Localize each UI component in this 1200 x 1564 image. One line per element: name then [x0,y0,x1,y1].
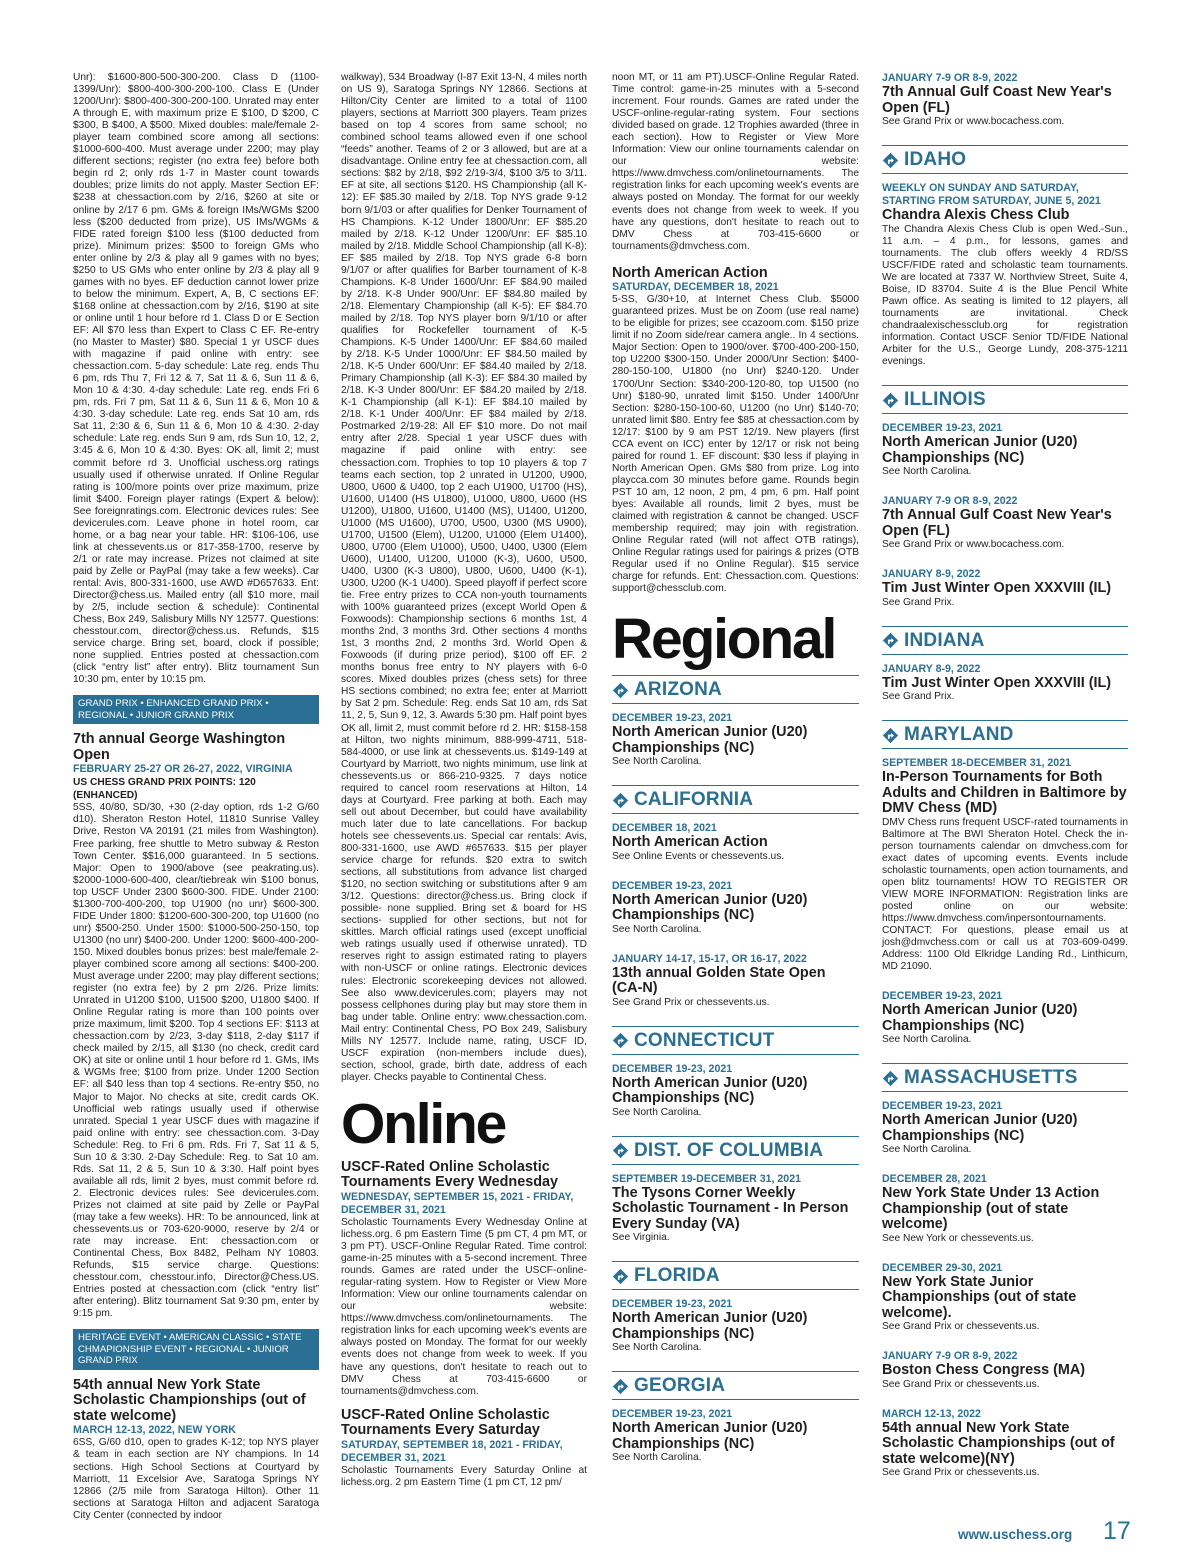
event-date: DECEMBER 29-30, 2021 [882,1261,1003,1274]
event-date: SATURDAY, SEPTEMBER 18, 2021 - FRIDAY, DECEMBER 31, 2021 [341,1438,563,1464]
event-date: JANUARY 8-9, 2022 [882,568,981,581]
event-reference: See North Carolina. [612,1342,702,1354]
event-listing [882,422,1128,478]
column-3 [612,72,859,1481]
state-section [612,1261,859,1354]
event-reference: See North Carolina. [612,756,702,768]
event-date: SEPTEMBER 18-DECEMBER 31, 2021 [882,757,1071,770]
directions-sign-icon [882,727,899,744]
event-title: North American Junior (U20) Championships (NC) [882,1112,1078,1144]
event-title: North American Junior (U20) Championships (NC) [612,724,808,756]
event-title: 54th annual New York State Scholastic Championships (out of state welcome) [73,1376,306,1424]
event-date: DECEMBER 28, 2021 [882,1173,987,1186]
event-listing [882,1262,1128,1334]
event-title: North American Junior (U20) Championships (NC) [612,1310,808,1342]
event-date: MARCH 12-13, 2022, NEW YORK [73,1424,236,1437]
state-heading [882,1063,1128,1092]
event-body: The Chandra Alexis Chess Club is open Wed.-Sun., 11 a.m. – 4 p.m., for lessons, games and tournaments. The club offers weekly 4 RD/SS USCF/FIDE rated and scholastic team tournaments. We are located at 7337 W. Northview Street, Suite 4, Boise, ID 83704. Suite 4 is the Blue Pencil White Pawn office. As seating is limited to 12 players, all tournaments are invitational. Check chandraalexischessclub.org for registration information. Contact USCF Senior TD/FIDE National Arbiter for the U.S., George Lundy, 208-375-1211 evenings. [882,223,1128,368]
regional-state-listings [882,145,1128,1479]
event-date: JANUARY 7-9 OR 8-9, 2022 [882,72,1018,84]
event-body: DMV Chess runs frequent USCF-rated tournaments in Baltimore at The BWI Sheraton Hotel. Check the in-person tournaments calendar on dmvchess.com for exact dates of upcoming events. Events include scholastic tournaments, open action tournaments, and open blitz tournaments! HOW TO REGISTER OR VIEW MORE INFORMATION: Registration links are posted online on our website: https://www.dmvchess.com/inpersontournaments. CONTACT: For questions, please email us at josh@dmvchess.com or call us at 703-609-0499. Address: 1100 Old Elkridge Landing Rd., Linthicum, MD 21090. [882,816,1128,973]
directions-sign-icon [882,152,899,169]
state-name: IDAHO [904,149,967,170]
state-section [612,785,859,1009]
state-name: INDIANA [904,629,985,651]
section-heading-online: Online [341,1091,506,1156]
directions-sign-icon [882,632,899,649]
event-category-banner: GRAND PRIX • ENHANCED GRAND PRIX • REGIONAL • JUNIOR GRAND PRIX [73,695,319,724]
continued-listing-text: Unr): $1600-800-500-300-200. Class D (1100-1399/Unr): $800-400-300-200-100. Class E (Under 1200/Unr): $800-400-300-200-100. Unrated may enter A through E, with maximum prize E $100, D $200, C $300, B $400, A $500. Mixed doubles: male/female 2-player team combined score among all sections: $1000-600-400. Must average under 2200; may play different sections; register (no extra fee) before both begin rd 2; only rds 1-7 in Master count towards doubles; prize limits do not apply. Master Section EF: $238 at chessaction.com by 2/16, $260 at site or online by 2/17 6 pm. GMs & foreign IMs/WGMs $200 less ($200 deducted from prize), US IMs/WGMs & FIDE rated foreign $100 less ($100 deducted from prize). Minimum prizes: $500 to foreign GMs who enter online by 2/3 & play all 9 games with no byes; $250 to US GMs who enter online by 2/3 & play all 9 games with no byes. EF deduction cannot lower prize to below the minimum. Expert, A, B, C sections EF: $168 online at chessaction.com by 2/16, $190 at site or online until 1 hour before rd 1. Class D or E Section EF: All $70 less than Expert to Class C EF. Re-entry (no Master to Master) $80. Special 1 yr USCF dues with magazine if paid online with entry: see chessaction.com. 5-day schedule: Late reg. ends Thu 6 pm, rds Thu 7, Fri 12 & 7, Sat 11 & 6, Sun 11 & 6, Mon 10 & 4:30. 4-day schedule: Late reg. ends Fri 6 pm, rds. Fri 7 pm, Sat 11 & 6, Sun 11 & 6, Mon 10 & 4:30. 3-day schedule: Late reg. ends Sat 10 am, rds Sat 11, 2:30 & 6, Sun 11 & 6, Mon 10 & 4:30. 2-day schedule: Late reg. ends Sun 9 am, rds Sun 10, 12, 2, 3:45 & 6, Mon 10 & 4:30. Byes: OK all, limit 2; must commit before rd 3. Unofficial uschess.org ratings usually used if otherwise unrated. If Online Regular rating is 100/more points over prize maximum, prize limit $400. Foreign player ratings (Expert & below): See foreignratings.com. Electronic devices rules: See devicerules.com. Leave phone in hotel room, car home, or a bag near your table. HR: $106-106, use link at chessevents.us or 817-358-1700, reserve by 2/1 or rate may increase. Prizes not claimed at site paid by Zelle or PayPal (may take a few weeks). Car rental: Avis, 800-331-1600, use AWD #D657633. Ent: Director@chess.us. Mailed entry (all $10 more, mail by 2/5, include section & schedule): Continental Chess, Box 249, Salisbury Mills NY 12577. Questions: chesstour.com, director@chess.us. Refunds, $15 service charge. Bring set, board, clock if possible; none supplied. Entries posted at chessaction.com (click “entry list” after entry). Blitz tournament Sun 10:30 pm, enter by 10:15 pm. [73,72,319,686]
event-reference: See Grand Prix or chessevents.us. [612,996,770,1008]
column-1 [73,72,319,1522]
event-reference: See New York or chessevents.us. [882,1232,1034,1244]
event-title: USCF-Rated Online Scholastic Tournaments Every Wednesday [341,1158,558,1191]
directions-sign-icon [612,792,629,809]
event-date: JANUARY 7-9 OR 8-9, 2022 [882,495,1018,508]
event-listing [882,1408,1128,1480]
directions-sign-icon [612,682,629,699]
event-listing [612,1063,859,1119]
event-title: The Tysons Corner Weekly Scholastic Tournament - In Person Every Sunday (VA) [612,1184,849,1232]
event-reference: See Virginia. [612,1232,670,1244]
event-listing [612,1408,859,1464]
section-heading-regional: Regional [612,607,836,672]
state-heading [612,1371,859,1400]
event-reference: See Grand Prix or chessevents.us. [882,1321,1040,1333]
directions-sign-icon [882,392,899,409]
event-listing [882,1173,1128,1245]
event-category-banner: HERITAGE EVENT • AMERICAN CLASSIC • STATE CHMAPIONSHIP EVENT • REGIONAL • JUNIOR GRAND PRIX [73,1329,319,1370]
state-name: ARIZONA [634,679,722,701]
event-title: North American Junior (U20) Championships (NC) [612,891,808,924]
column-4 [882,72,1128,1496]
event-title: North American Action [612,834,768,851]
directions-sign-icon [612,1032,629,1049]
event-title: North American Junior (U20) Championships (NC) [882,434,1078,466]
event-date: SATURDAY, DECEMBER 18, 2021 [612,281,779,294]
state-name: MARYLAND [904,724,1014,746]
event-reference: See North Carolina. [882,1034,972,1046]
event-reference: See Online Events or chessevents.us. [612,850,785,862]
event-date: DECEMBER 19-23, 2021 [882,422,1003,435]
event-date: FEBRUARY 25-27 OR 26-27, 2022, VIRGINIA [73,763,293,776]
event-body: 5-SS, G/30+10, at Internet Chess Club. $5000 guaranteed prizes. Must be on Zoom (use real name) to be eligible for prizes; see ccazoom.com. $150 prize limit if no Zoom side/rear camera angle.. In 4 sections. Major Section: Open to 1900/over. $700-400-200-150, top U2200 $300-150. Under 2000/Unr Section: $400-280-150-100, U1800 (no Unr) $240-120. Under 1700/Unr Section: $340-200-120-80, top U1500 (no Unr) $180-90, unrated limit $150. Under 1400/Unr Section: $280-150-100-60, U1200 (no Unr) $140-70; unrated limit $80. Entry fee $85 at chessaction.com by 12/17: $100 by 9 am PST 12/19. New players (first CCA event on ICC) enter by 12/17 or risk not being paired for round 1. EF discount: $30 less if playing in North American Open. GMs $80 from prize. Log into playcca.com 30 minutes before game. Rounds begin PST 10 am, 12 noon, 2 pm, 4 pm, 6 pm. Half point byes: Available all rounds, limit 2 byes, must be claimed with registration & cannot be changed. USCF membership required; may join with registration. Online Regular rated (will not affect OTB ratings), Online Regular ratings used for pairings & prizes (OTB Regular used if no Online Regular). $15 service charge for refunds. Ent: Chessaction.com. Questions: support@chessclub.com. [612,294,859,595]
state-heading [612,785,859,814]
state-section [882,1063,1128,1479]
event-title: New York State Junior Championships (out of state welcome). [882,1273,1077,1321]
state-section [612,675,859,768]
state-heading [882,720,1128,749]
state-heading [612,1136,859,1165]
event-title: Chandra Alexis Chess Club [882,207,1070,223]
directions-sign-icon [882,1070,899,1087]
state-heading [882,385,1128,414]
event-listing [612,880,859,936]
state-name: GEORGIA [634,1375,726,1397]
event-listing [882,990,1128,1046]
event-body: 6SS, G/60 d10, open to grades K-12; top NYS player & team in each section are NY champions. In 14 sections. High School Sections at Courtyard by Marriott, 11 Excelsior Ave, Saratoga Springs NY 12866 (2/5 mile from Saratoga Hilton). Other 11 sections at Saratoga Hilton and adjacent Saratoga City Center (connected by indoor [73,1437,319,1521]
event-reference: See Grand Prix or chessevents.us. [882,1467,1040,1479]
event-title: Tim Just Winter Open XXXVIII (IL) [882,674,1112,691]
event-listing [882,1100,1128,1156]
event-listing [882,495,1128,551]
event-title: 7th Annual Gulf Coast New Year's Open (FL) [882,507,1112,539]
state-section [882,385,1128,609]
state-heading [882,145,1128,174]
state-name: ILLINOIS [904,389,986,411]
regional-state-listings [612,675,859,1464]
continued-listing-text: walkway), 534 Broadway (I-87 Exit 13-N, 4 miles north on US 9), Saratoga Springs NY 12866. Sections at Hilton/City Center are limited to a total of 1100 players, sections at Marriott 300 players. Team prizes based on top 4 scores from same school; no combined school teams allowed even if one school “feeds” another. Teams of 2 or 3 allowed, but are at a disadvantage. Online entry fee at chessaction.com, all sections: $82 by 2/18, $92 2/19-3/4, $100 3/5 to 3/11. EF at site, all sections $120. HS Championship (all K-12): EF $85.30 mailed by 2/18. Top NYS grade 9-12 born 9/1/03 or after qualifies for Denker Tournament of HS Champions. K-12 Under 1800/Unr: EF $85.20 mailed by 2/18. K-12 Under 1200/Unr: EF $85.10 mailed by 2/18. Middle School Championship (all K-8): EF $85 mailed by 2/18. Top NYS grade 6-8 born 9/1/07 or after qualifies for Barber tournament of K-8 Champions. K-8 Under 1600/Unr: EF $84.90 mailed by 2/18. K-8 Under 900/Unr: EF $84.80 mailed by 2/18. Elementary Championship (all K-5): EF $84.70 mailed by 2/18. Top NYS player born 9/1/10 or after qualifies for Rockefeller tournament of K-5 Champions. K-5 Under 1400/Unr: EF $84.60 mailed by 2/18. K-5 Under 1000/Unr: EF $84.50 mailed by 2/18. K-5 Under 600/Unr: EF $84.40 mailed by 2/18. Primary Championship (all K-3): EF $84.30 mailed by 2/18. K-3 Under 800/Unr: EF $84.20 mailed by 2/18. K-1 Championship (all K-1): EF $84.10 mailed by 2/18. K-1 Under 400/Unr: EF $84 mailed by 2/18. Postmarked 2/19-28: All EF $10 more. Do not mail entry after 2/28. Special 1 year USCF dues with magazine if paid online with entry: see chessaction.com. Trophies to top 10 players & top 7 teams each section, top 2 unrated in U1200, U900, U800, U600 & U400, top 2 each U1900, U1700 (HS), U1600, U1400 (HS U1800), U1000, U800, U600 (HS U1200), U1800, U1600, U1400 (MS), U1400, U1200, U1000 (MS U1600), U700, U500, U300 (MS U900), U1700, U1500 (Elem), U1200, U1000 (Elem U1400), U800, U700 (Elem U1000), U500, U400, U300 (Elem U600), U1400, U1200, U1000 (K-3), U600, U500, U400, U300 (K-3 U800), U800, U600, U400 (K-1), U300, U200 (K-1 U400). Speed playoff if perfect score tie. Free entry prizes to CCA non-youth tournaments with 100% guaranteed prizes (except World Open & Foxwoods): Championship sections 6 months 1st, 4 months 2nd, 3 months 3rd. Other sections 4 months 1st, 3 months 2nd, 2 months 3rd. World Open & Foxwoods (if during prize period), $100 off EF. 2 months bonus free entry to NY players with 6-0 scores. Mixed doubles prizes (chess sets) for three HS sections combined; no extra fee; enter at Marriott by Sat 2 pm. Schedule: Reg. ends Sat 10 am, rds Sat 11, 2, 5, Sun 9, 12, 3. Awards 5:30 pm. Half point byes OK all, limit 2, must commit before rd 2. HR: $158-158 at Hilton, two nights minimum, 888-999-4711, 518-584-4000, or use link at chessevents.us. $149-149 at Courtyard by Marriott, two nights minimum, use link at chessevents.us or 866-210-9325. 7 days notice required to cancel room reservations at Hilton, 14 days at Courtyard. Free parking at both. Each may sell out about December, but could have availability much later due to late cancellations. For backup hotels see chessevents.us. Special car rentals: Avis, 800-331-1600, use AWD #657633. $15 per player service charge for refunds. $20 extra to switch sections, all substitutions from advance list charged $120, no section switching or substitutions after 9 am 3/12. Questions: director@chess.us. Bring clock if possible- none supplied. Bring set & board for HS sections- supplied for other sections, but not for skittles. March official ratings used (except unofficial web ratings usually used if otherwise unrated). TD reserves right to assign estimated rating to players with non-USCF or online ratings. Electronic devices rules: Electronic scorekeeping devices not allowed. See also www.devicerules.com; players may not possess cellphones during play but may store them in bag under table. Online entry: www.chessaction.com. Mail entry: Continental Chess, PO Box 249, Salisbury Mills NY 12577. Include name, rating, USCF ID, USCF expiration (non-members include dues), section, school, grade, birth date, address of each player. Checks payable to Continental Chess. [341,72,587,1083]
event-date: MARCH 12-13, 2022 [882,1407,981,1420]
event-title: Boston Chess Congress (MA) [882,1362,1086,1379]
event-date: WEEKLY ON SUNDAY AND SATURDAY, STARTING FROM SATURDAY, JUNE 5, 2021 [882,182,1101,207]
event-listing [612,953,859,1009]
event-date: DECEMBER 19-23, 2021 [612,1408,733,1421]
event-reference: See Grand Prix or chessevents.us. [882,1378,1040,1390]
event-reference: See Grand Prix. [882,596,955,608]
event-reference: See Grand Prix or www.bocachess.com. [882,539,1065,551]
event-listing [612,712,859,768]
event-date: DECEMBER 18, 2021 [612,822,717,835]
event-listing [612,822,859,863]
event-reference: See North Carolina. [882,466,972,478]
event-title: 54th annual New York State Scholastic Championships (out of state welcome)(NY) [882,1419,1115,1467]
state-section [882,145,1128,368]
event-title: New York State Under 13 Action Championship (out of state welcome) [882,1185,1100,1233]
event-date: DECEMBER 19-23, 2021 [612,879,733,892]
event-body: Scholastic Tournaments Every Saturday Online at lichess.org. 2 pm Eastern Time (1 pm CT, 12 pm/ [341,1464,587,1488]
event-title: Tim Just Winter Open XXXVIII (IL) [882,580,1112,597]
state-name: CALIFORNIA [634,789,754,811]
continued-listing-text: noon MT, or 11 am PT).USCF-Online Regular Rated. Time control: game-in-25 minutes with a 5-second increment. Four rounds. Games are rated under the USCF-online-regular-rating system. Four sections divided based on grade. 12 Trophies awarded (three in each section). How to Register or View More Information: View our online tournaments calendar on our website: https://www.dmvchess.com/onlinetournaments. The registration links for each upcoming week's events are always posted on Monday. The format for our weekly events does not change from week to week. If you have any questions, don't hesitate to reach out to DMV Chess at 703-415-6600 or tournaments@dmvchess.com. [612,72,859,252]
directions-sign-icon [612,1268,629,1285]
event-date: SEPTEMBER 19-DECEMBER 31, 2021 [612,1172,801,1185]
event-date: JANUARY 8-9, 2022 [882,662,981,675]
event-listing [882,568,1128,609]
directions-sign-icon [612,1142,629,1159]
state-heading [612,1026,859,1055]
event-title: North American Junior (U20) Championships (NC) [882,1002,1078,1034]
event-title: 13th annual Golden State Open (CA-N) [612,964,826,997]
state-heading [612,1261,859,1290]
event-listing [882,757,1128,973]
state-name: MASSACHUSETTS [904,1067,1078,1089]
event-reference: See Grand Prix or www.bocachess.com. [882,116,1065,127]
state-name: FLORIDA [634,1265,720,1287]
event-date: DECEMBER 19-23, 2021 [882,990,1003,1003]
event-date: WEDNESDAY, SEPTEMBER 15, 2021 - FRIDAY, DECEMBER 31, 2021 [341,1190,574,1216]
event-title: 7th Annual Gulf Coast New Year's Open (FL) [882,84,1112,116]
event-reference: See North Carolina. [612,1452,702,1464]
event-listing [882,1350,1128,1391]
event-title: North American Junior (U20) Championships (NC) [612,1074,808,1107]
grand-prix-points: US CHESS GRAND PRIX POINTS: 120 (ENHANCED) [73,777,256,802]
page-number: 17 [1103,1517,1131,1545]
event-date: DECEMBER 19-23, 2021 [612,712,733,725]
directions-sign-icon [612,1378,629,1395]
event-date: JANUARY 14-17, 15-17, OR 16-17, 2022 [612,952,807,965]
event-body: 5SS, 40/80, SD/30, +30 (2-day option, rds 1-2 G/60 d10). Sheraton Reston Hotel, 11810 Sunrise Valley Drive, Reston VA 20191 (21 miles from Washington). Free parking, free shuttle to Metro subway & Reston Town Center. $$16,000 guaranteed. In 5 sections. Major: Open to 1900/above (see peakrating.us). $2000-1000-600-400, clear/tiebreak win $100 bonus, top USCF Under 2300 $600-300. FIDE. Under 2100: $1300-700-400-200, top U1900 (no unr) $600-300. FIDE Under 1800: $1200-600-300-200, top U1600 (no unr) $500-250. Under 1500: $1000-500-250-150, top U1300 (no unr) $400-200. Under 1200: $600-400-200-150. Mixed doubles bonus prizes: best male/female 2-player combined score among all sections: $400-200. Must average under 2200; may play different sections; register (no extra fee) by 2 pm 2/26. Prize limits: Unrated in U1200 $100, U1500 $200, U1800 $400. If Online Regular rating is more than 100 points over prize maximum, limit $200. Top 4 sections EF: $113 at chessaction.com by 2/23, 3-day $118, 2-day $117 if check mailed by 2/15, all $130 (no check, credit card OK) at site or online until 1 hour before rd 1. GMs, IMs & WGMs free; $100 from prize. Under 1200 Section EF: all $40 less than top 4 sections. Re-entry $50, no Major to Major. No checks at site, credit cards OK. Unofficial web ratings usually used if otherwise unrated. Special 1 year USCF dues with magazine if paid online with entry: see chessaction.com. 3-Day Schedule: Reg. to Fri 6 pm. Rds. Fri 7, Sat 11 & 5, Sun 10 & 3:30. 2-Day Schedule: Reg. to Sat 10 am. Rds. Sat 11, 2 & 5, Sun 10 & 3:30. Half point byes available all rds, limit 2 byes, must commit before rd. 2. Electronic devices rules: See devicerules.com. Prizes not claimed at site paid by Zelle or PayPal (may take a few weeks). HR: To be announced, link at chessevents.us or 703-620-9000, reserve by 2/4 or rate may increase. Ent: chessaction.com or Continental Chess, Box 8482, Pelham NY 10803. Refunds, $15 service charge. Questions: chesstour.com, chesstour.info, Director@Chess.US. Entries posted at chessaction.com (click “entry list” after entering). Blitz tournament Sat 9:30 pm, enter by 9:15 pm. [73,802,319,1320]
event-title: 7th annual George Washington Open [73,731,286,763]
event-title: In-Person Tournaments for Both Adults and Children in Baltimore by DMV Chess (MD) [882,769,1127,817]
event-date: JANUARY 7-9 OR 8-9, 2022 [882,1350,1018,1363]
column-2 [341,72,587,1489]
event-title: North American Junior (U20) Championships (NC) [612,1420,808,1452]
state-section [612,1136,859,1245]
state-section [882,626,1128,704]
state-heading [882,626,1128,655]
event-listing [882,72,1128,128]
state-section [882,720,1128,1046]
event-title: North American Action [612,264,768,281]
event-date: DECEMBER 19-23, 2021 [882,1100,1003,1113]
event-date: DECEMBER 19-23, 2021 [612,1298,733,1311]
event-listing [882,663,1128,704]
event-body: Scholastic Tournaments Every Wednesday Online at lichess.org. 6 pm Eastern Time (5 pm CT, 4 pm MT, or 3 pm PT). USCF-Online Regular Rated. Time control: game-in-25 minutes with a 5-second increment. Three rounds. Games are rated under the USCF-online-regular-rating system. How to Register or View More Information: View our online tournaments calendar on our website: https://www.dmvchess.com/onlinetournaments. The registration links for each upcoming week's events are always posted on Monday. The format for our weekly events does not change from week to week. If you have any questions, don't hesitate to reach out to DMV Chess at 703-415-6600 or tournaments@dmvchess.com. [341,1216,587,1397]
event-reference: See North Carolina. [882,1144,972,1156]
state-section [612,1026,859,1119]
state-section [612,1371,859,1464]
state-name: DIST. OF COLUMBIA [634,1139,824,1161]
state-name: CONNECTICUT [634,1029,775,1051]
event-listing [612,1173,859,1245]
event-reference: See North Carolina. [612,923,702,935]
event-reference: See Grand Prix. [882,691,955,703]
footer-website-link[interactable]: www.uschess.org [958,1527,1073,1542]
event-date: DECEMBER 19-23, 2021 [612,1062,733,1075]
event-reference: See North Carolina. [612,1106,702,1118]
event-title: USCF-Rated Online Scholastic Tournaments Every Saturday [341,1406,550,1439]
event-listing [882,182,1128,368]
state-heading [612,675,859,704]
event-listing [612,1298,859,1354]
